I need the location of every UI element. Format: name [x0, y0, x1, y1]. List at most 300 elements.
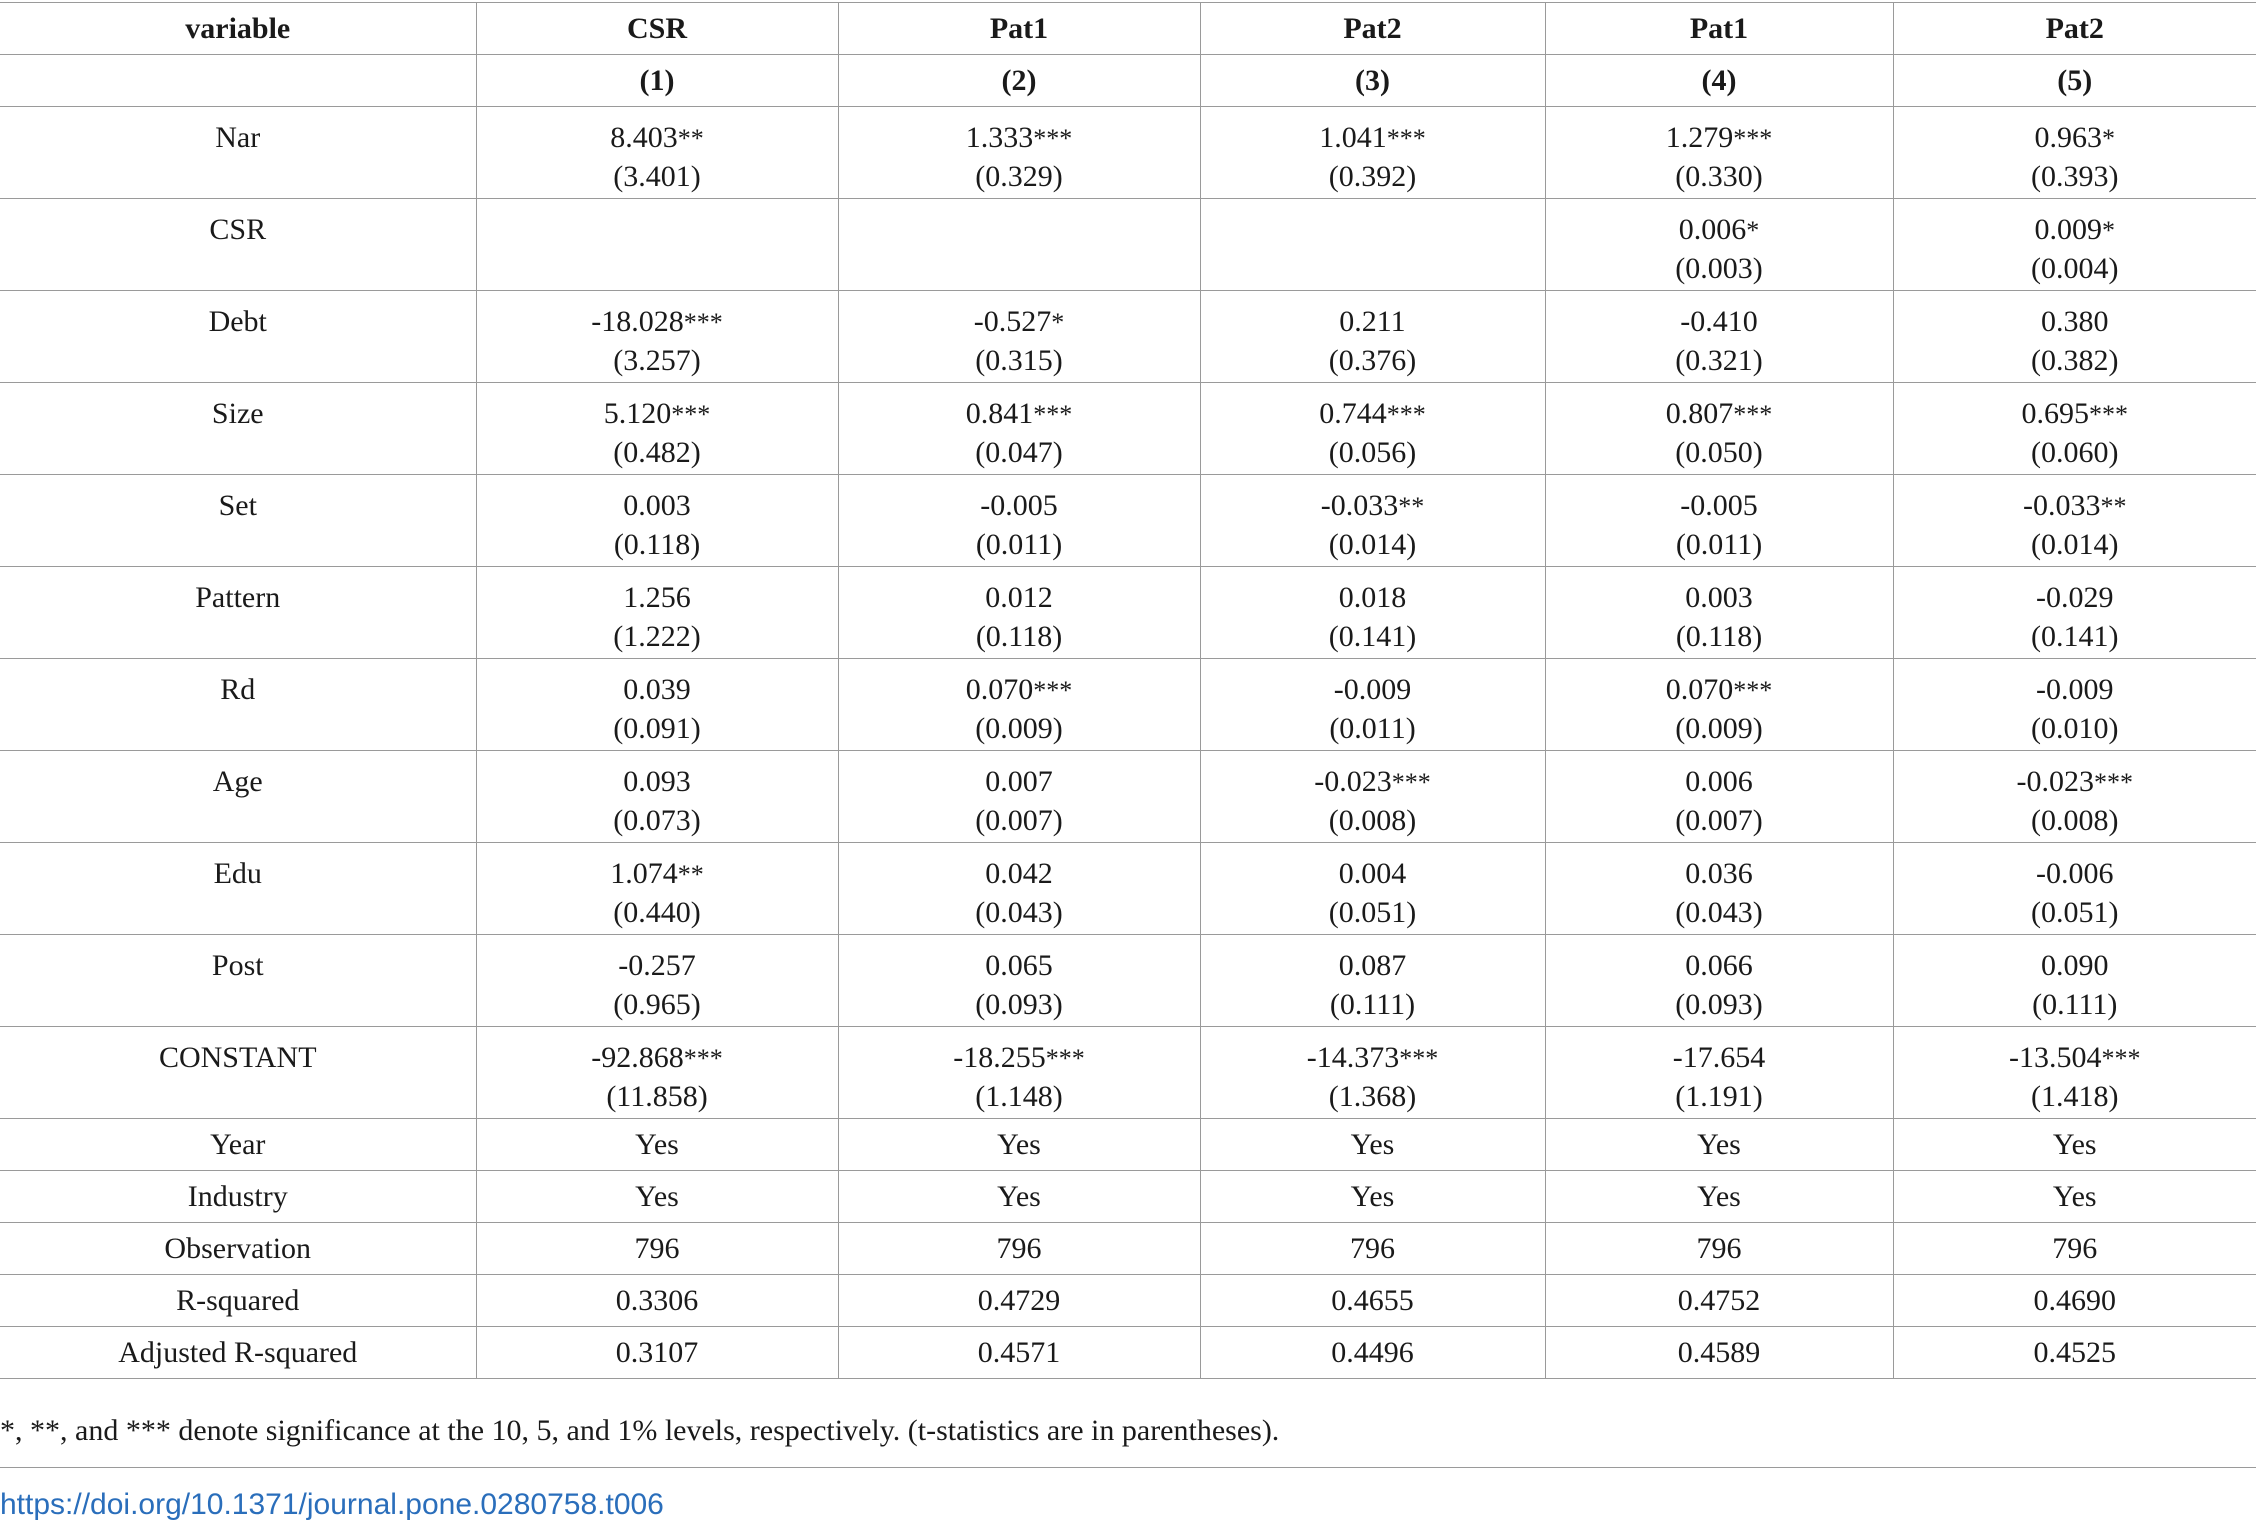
t-statistic: (0.009): [1675, 712, 1763, 745]
summary-cell: 0.4525: [1893, 1327, 2256, 1379]
coefficient-value: 1.074: [610, 857, 678, 890]
coefficient: [1201, 671, 1545, 710]
coef-cell: [838, 1027, 1200, 1119]
t-statistic: (0.014): [2031, 528, 2119, 561]
summary-cell: 796: [1200, 1223, 1545, 1275]
t-statistic: (0.073): [613, 804, 701, 837]
header-col-4: Pat1: [1545, 3, 1893, 55]
table-row: [0, 199, 2256, 291]
coefficient: [839, 579, 1200, 618]
coefficient: [1546, 671, 1893, 710]
table-row: [0, 935, 2256, 1027]
coef-cell: [1545, 567, 1893, 659]
coefficient-value: 0.380: [2041, 305, 2109, 338]
t-statistic: (0.060): [2031, 436, 2119, 469]
coefficient: [839, 947, 1200, 986]
header-col-2: Pat1: [838, 3, 1200, 55]
coefficient-value: 0.070: [1665, 673, 1734, 706]
significance-stars: ***: [1733, 124, 1773, 153]
summary-cell: 0.4752: [1545, 1275, 1893, 1327]
coefficient: [1894, 671, 2256, 710]
t-statistic: (0.118): [975, 620, 1063, 653]
t-statistic: (0.056): [1328, 436, 1417, 469]
t-statistic: (0.004): [2031, 252, 2119, 285]
coefficient: [477, 855, 838, 894]
coefficient: [1546, 303, 1893, 342]
coef-cell: [1893, 291, 2256, 383]
coef-cell: [838, 843, 1200, 935]
coefficient-value: -0.033: [1320, 489, 1399, 522]
summary-cell: Yes: [838, 1119, 1200, 1171]
coefficient-value: -0.009: [1333, 673, 1412, 706]
coefficient: [1894, 211, 2256, 250]
coefficient-value: 0.090: [2041, 949, 2109, 982]
coefficient-value: -0.029: [2036, 581, 2114, 614]
coef-cell: [1893, 383, 2256, 475]
t-statistic: (0.482): [613, 436, 701, 469]
summary-cell: Yes: [1893, 1171, 2256, 1223]
coefficient: [1201, 763, 1545, 802]
coef-cell: [838, 751, 1200, 843]
row-label: Year: [0, 1119, 476, 1171]
coefficient: [477, 303, 838, 342]
row-label: Set: [0, 475, 476, 567]
header-row-names: [0, 3, 2256, 55]
coef-cell: [1200, 567, 1545, 659]
coef-cell: [1545, 291, 1893, 383]
summary-row: [0, 1119, 2256, 1171]
coefficient: [477, 487, 838, 526]
summary-cell: Yes: [1545, 1119, 1893, 1171]
coefficient-value: -18.028: [591, 305, 684, 338]
table-row: [0, 475, 2256, 567]
summary-row: [0, 1171, 2256, 1223]
coef-cell: [476, 199, 838, 291]
coef-cell: [1893, 475, 2256, 567]
coefficient-value: -0.005: [1680, 489, 1758, 522]
coef-cell: [1893, 107, 2256, 199]
coefficient: [839, 855, 1200, 894]
coefficient-value: -0.033: [2023, 489, 2101, 522]
coefficient-value: 0.744: [1319, 397, 1387, 430]
significance-stars: **: [677, 124, 704, 153]
coef-cell: [1545, 935, 1893, 1027]
t-statistic: (0.315): [975, 344, 1063, 377]
row-label: CONSTANT: [0, 1027, 476, 1119]
summary-cell: 0.4571: [838, 1327, 1200, 1379]
significance-stars: ***: [671, 400, 711, 429]
summary-row: [0, 1327, 2256, 1379]
coef-cell: [476, 383, 838, 475]
coefficient-value: 0.211: [1339, 305, 1406, 338]
row-label: Post: [0, 935, 476, 1027]
t-statistic: (0.043): [975, 896, 1063, 929]
table-footnote: *, **, and *** denote significance at the 10, 5, and 1% levels, respectively. (t-statistics are in parentheses).: [0, 1414, 1280, 1447]
significance-stars: ***: [1391, 768, 1431, 797]
t-statistic: (0.118): [1675, 620, 1763, 653]
coefficient-value: 0.066: [1685, 949, 1753, 982]
coefficient-value: 0.006: [1685, 765, 1753, 798]
summary-cell: Yes: [1545, 1171, 1893, 1223]
coefficient-value: 0.093: [623, 765, 691, 798]
header-row-numbers: [0, 55, 2256, 107]
coef-cell: [1893, 935, 2256, 1027]
coef-cell: [1545, 199, 1893, 291]
significance-stars: ***: [1033, 124, 1073, 153]
coefficient: [839, 395, 1200, 434]
row-label: R-squared: [0, 1275, 476, 1327]
coefficient-value: 0.012: [985, 581, 1053, 614]
coefficient-value: 0.039: [623, 673, 691, 706]
t-statistic: (0.376): [1328, 344, 1417, 377]
coefficient-value: 0.003: [1685, 581, 1753, 614]
t-statistic: (0.329): [975, 160, 1063, 193]
significance-stars: ***: [2094, 768, 2133, 797]
coef-cell: [1893, 567, 2256, 659]
row-label: Size: [0, 383, 476, 475]
coefficient: [1201, 119, 1545, 158]
coefficient-value: -17.654: [1672, 1041, 1766, 1074]
coefficient: [1894, 487, 2256, 526]
coefficient-value: 0.007: [985, 765, 1053, 798]
coefficient: [1546, 947, 1893, 986]
coefficient: [1546, 763, 1893, 802]
row-label: Pattern: [0, 567, 476, 659]
row-label: Age: [0, 751, 476, 843]
t-statistic: (0.007): [975, 804, 1063, 837]
t-statistic: (0.111): [2032, 988, 2118, 1021]
coef-cell: [1200, 383, 1545, 475]
coef-cell: [476, 935, 838, 1027]
coefficient-value: 0.841: [965, 397, 1034, 430]
coefficient-value: -0.023: [2016, 765, 2094, 798]
coefficient: [1546, 211, 1893, 250]
coefficient: [1546, 855, 1893, 894]
coef-cell: [476, 567, 838, 659]
coef-cell: [838, 659, 1200, 751]
t-statistic: (0.141): [2031, 620, 2119, 653]
t-statistic: (0.009): [975, 712, 1063, 745]
coefficient: [1894, 119, 2256, 158]
header-number-4: (4): [1545, 55, 1893, 107]
coefficient-value: 0.036: [1685, 857, 1753, 890]
coefficient-value: -0.023: [1314, 765, 1392, 798]
coefficient-value: 0.065: [985, 949, 1053, 982]
coef-cell: [476, 107, 838, 199]
row-label: Adjusted R-squared: [0, 1327, 476, 1379]
t-statistic: (1.191): [1675, 1080, 1763, 1113]
coefficient: [1201, 303, 1545, 342]
t-statistic: (0.111): [1329, 988, 1416, 1021]
coefficient-value: 0.042: [985, 857, 1053, 890]
coefficient: [1201, 487, 1545, 526]
t-statistic: (0.011): [1329, 712, 1416, 745]
header-number-3: (3): [1200, 55, 1545, 107]
summary-cell: 796: [476, 1223, 838, 1275]
coef-cell: [476, 291, 838, 383]
t-statistic: (0.965): [613, 988, 701, 1021]
summary-row: [0, 1275, 2256, 1327]
coefficient: [1201, 1039, 1545, 1078]
summary-cell: Yes: [1200, 1171, 1545, 1223]
summary-cell: Yes: [838, 1171, 1200, 1223]
t-statistic: (0.008): [2031, 804, 2119, 837]
coefficient-value: -0.410: [1680, 305, 1758, 338]
significance-stars: **: [1398, 492, 1425, 521]
coefficient-value: -13.504: [2009, 1041, 2102, 1074]
t-statistic: (0.011): [1675, 528, 1763, 561]
coefficient-value: 1.333: [965, 121, 1034, 154]
coef-cell: [1200, 935, 1545, 1027]
t-statistic: (1.148): [975, 1080, 1063, 1113]
significance-stars: ***: [1733, 400, 1773, 429]
coefficient: [1894, 855, 2256, 894]
coefficient-value: 0.087: [1338, 949, 1407, 982]
coefficient-value: 8.403: [610, 121, 678, 154]
coef-cell: [476, 843, 838, 935]
summary-cell: 796: [1545, 1223, 1893, 1275]
regression-table: [0, 2, 2256, 1379]
t-statistic: (0.382): [2031, 344, 2119, 377]
coefficient: [839, 671, 1200, 710]
row-label: Industry: [0, 1171, 476, 1223]
coefficient-value: 0.004: [1338, 857, 1407, 890]
t-statistic: (0.010): [2031, 712, 2119, 745]
coef-cell: [1200, 1027, 1545, 1119]
coefficient: [1894, 303, 2256, 342]
t-statistic: (0.093): [1675, 988, 1763, 1021]
coefficient: [1894, 579, 2256, 618]
table-row: [0, 1027, 2256, 1119]
row-label: Observation: [0, 1223, 476, 1275]
summary-cell: 0.4589: [1545, 1327, 1893, 1379]
footer-divider: [0, 1467, 2256, 1468]
coefficient-value: 5.120: [603, 397, 672, 430]
header-number-1: (1): [476, 55, 838, 107]
t-statistic: (0.118): [613, 528, 701, 561]
summary-cell: 0.4729: [838, 1275, 1200, 1327]
coefficient: [1894, 947, 2256, 986]
table-row: [0, 567, 2256, 659]
summary-cell: 0.3306: [476, 1275, 838, 1327]
coef-cell: [476, 659, 838, 751]
coef-cell: [1200, 843, 1545, 935]
t-statistic: (0.007): [1675, 804, 1763, 837]
summary-cell: 0.4690: [1893, 1275, 2256, 1327]
t-statistic: (3.257): [613, 344, 701, 377]
significance-stars: ***: [1386, 400, 1426, 429]
coef-cell: [1200, 475, 1545, 567]
row-label: Debt: [0, 291, 476, 383]
coef-cell: [1545, 751, 1893, 843]
coefficient-value: 0.695: [2021, 397, 2089, 430]
summary-cell: Yes: [476, 1119, 838, 1171]
t-statistic: (0.003): [1675, 252, 1763, 285]
coef-cell: [1545, 475, 1893, 567]
coefficient: [839, 763, 1200, 802]
summary-cell: Yes: [476, 1171, 838, 1223]
coef-cell: [838, 291, 1200, 383]
summary-cell: 796: [1893, 1223, 2256, 1275]
header-col-5: Pat2: [1893, 3, 2256, 55]
t-statistic: (0.392): [1328, 160, 1417, 193]
table-row: [0, 843, 2256, 935]
coefficient: [477, 579, 838, 618]
coef-cell: [1893, 199, 2256, 291]
coefficient-value: -92.868: [591, 1041, 684, 1074]
coefficient: [839, 487, 1200, 526]
significance-stars: ***: [1733, 676, 1773, 705]
t-statistic: (0.051): [1328, 896, 1417, 929]
coef-cell: [1545, 1027, 1893, 1119]
table-row: [0, 107, 2256, 199]
t-statistic: (0.043): [1675, 896, 1763, 929]
coef-cell: [1893, 1027, 2256, 1119]
coefficient-value: 0.009: [2034, 213, 2102, 246]
coefficient-value: -0.009: [2036, 673, 2114, 706]
t-statistic: (0.330): [1675, 160, 1763, 193]
coef-cell: [476, 751, 838, 843]
significance-stars: ***: [1399, 1044, 1439, 1073]
significance-stars: **: [677, 860, 704, 889]
coef-cell: [1545, 843, 1893, 935]
t-statistic: (1.368): [1328, 1080, 1417, 1113]
coefficient: [1546, 395, 1893, 434]
t-statistic: (0.393): [2031, 160, 2119, 193]
header-number-2: (2): [838, 55, 1200, 107]
coef-cell: [1200, 659, 1545, 751]
coefficient: [1546, 579, 1893, 618]
coef-cell: [838, 475, 1200, 567]
coef-cell: [838, 935, 1200, 1027]
significance-stars: ***: [1045, 1044, 1085, 1073]
t-statistic: (0.008): [1328, 804, 1417, 837]
coefficient: [477, 763, 838, 802]
table-body: [0, 107, 2256, 1379]
table-row: [0, 383, 2256, 475]
row-label: Edu: [0, 843, 476, 935]
row-label: Nar: [0, 107, 476, 199]
coefficient-value: -0.257: [618, 949, 696, 982]
coef-cell: [1200, 199, 1545, 291]
row-label: CSR: [0, 199, 476, 291]
header-col-1: CSR: [476, 3, 838, 55]
coefficient: [477, 1039, 838, 1078]
coefficient-value: 1.279: [1665, 121, 1734, 154]
summary-cell: 0.4655: [1200, 1275, 1545, 1327]
significance-stars: *: [2102, 216, 2115, 245]
coef-cell: [838, 567, 1200, 659]
t-statistic: (0.014): [1328, 528, 1417, 561]
coefficient-value: 0.807: [1665, 397, 1734, 430]
coef-cell: [476, 475, 838, 567]
summary-cell: 796: [838, 1223, 1200, 1275]
coefficient: [477, 947, 838, 986]
header-number-blank: [0, 55, 476, 107]
table-row: [0, 291, 2256, 383]
coefficient-value: 0.006: [1678, 213, 1747, 246]
row-label: Rd: [0, 659, 476, 751]
significance-stars: ***: [683, 308, 723, 337]
coefficient: [839, 1039, 1200, 1078]
t-statistic: (0.440): [613, 896, 701, 929]
coefficient-value: 1.041: [1319, 121, 1387, 154]
t-statistic: (3.401): [613, 160, 701, 193]
coefficient: [1894, 763, 2256, 802]
t-statistic: (1.222): [613, 620, 701, 653]
coef-cell: [838, 383, 1200, 475]
coefficient: [1201, 855, 1545, 894]
coef-cell: [476, 1027, 838, 1119]
significance-stars: ***: [2089, 400, 2128, 429]
significance-stars: **: [2100, 492, 2127, 521]
t-statistic: (0.047): [975, 436, 1063, 469]
coef-cell: [838, 199, 1200, 291]
coefficient: [477, 671, 838, 710]
significance-stars: *: [2102, 124, 2115, 153]
t-statistic: (11.858): [606, 1080, 708, 1113]
coefficient: [1201, 947, 1545, 986]
coef-cell: [1893, 659, 2256, 751]
table-row: [0, 751, 2256, 843]
coefficient-value: -0.006: [2036, 857, 2114, 890]
t-statistic: (0.093): [975, 988, 1063, 1021]
coef-cell: [1545, 659, 1893, 751]
coef-cell: [1545, 383, 1893, 475]
header-number-5: (5): [1893, 55, 2256, 107]
coefficient: [1546, 1039, 1893, 1078]
coefficient: [1546, 487, 1893, 526]
coefficient: [839, 303, 1200, 342]
header-variable: variable: [0, 3, 476, 55]
coefficient: [1201, 579, 1545, 618]
coef-cell: [1545, 107, 1893, 199]
coefficient: [477, 395, 838, 434]
t-statistic: (0.091): [613, 712, 701, 745]
significance-stars: *: [1746, 216, 1760, 245]
coefficient-value: 0.018: [1338, 581, 1407, 614]
coefficient-value: 0.963: [2034, 121, 2102, 154]
t-statistic: (0.050): [1675, 436, 1763, 469]
coefficient: [1894, 395, 2256, 434]
significance-stars: ***: [1033, 400, 1073, 429]
coef-cell: [1893, 751, 2256, 843]
significance-stars: ***: [683, 1044, 723, 1073]
summary-row: [0, 1223, 2256, 1275]
t-statistic: (0.141): [1328, 620, 1417, 653]
coef-cell: [1200, 107, 1545, 199]
coefficient: [1894, 1039, 2256, 1078]
coef-cell: [1893, 843, 2256, 935]
doi-link[interactable]: https://doi.org/10.1371/journal.pone.0280758.t006: [0, 1488, 664, 1521]
t-statistic: (0.051): [2031, 896, 2119, 929]
t-statistic: (0.011): [975, 528, 1063, 561]
coefficient: [1201, 395, 1545, 434]
summary-cell: Yes: [1893, 1119, 2256, 1171]
coef-cell: [1200, 751, 1545, 843]
summary-cell: 0.4496: [1200, 1327, 1545, 1379]
coefficient-value: 0.003: [623, 489, 691, 522]
coefficient-value: -0.005: [980, 489, 1058, 522]
coefficient: [1546, 119, 1893, 158]
header-col-3: Pat2: [1200, 3, 1545, 55]
significance-stars: ***: [1386, 124, 1426, 153]
t-statistic: (0.321): [1675, 344, 1763, 377]
significance-stars: ***: [2101, 1044, 2141, 1073]
coef-cell: [1200, 291, 1545, 383]
summary-cell: 0.3107: [476, 1327, 838, 1379]
coefficient-value: -0.527: [973, 305, 1052, 338]
